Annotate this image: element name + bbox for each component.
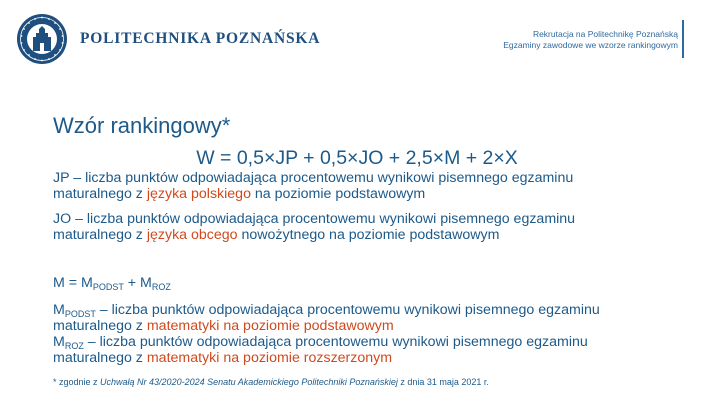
text: z dnia 31 maja 2021 r.: [397, 377, 489, 387]
text: M: [53, 302, 65, 318]
footnote: [53, 377, 489, 387]
definition-jp-line-1: JP – liczba punktów odpowiadająca procentowemu wynikowi pisemnego egzaminu: [53, 170, 574, 186]
subscript: PODST: [64, 309, 96, 319]
text: – liczba punktów odpowiadająca procentowemu wynikowi pisemnego egzaminu: [83, 334, 588, 350]
definition-jp-line-2: [53, 186, 573, 202]
text: maturalnego z: [53, 318, 147, 334]
brand-name: POLITECHNIKA POZNAŃSKA: [80, 30, 321, 47]
text: maturalnego z: [53, 350, 147, 366]
text: * zgodnie z: [53, 377, 101, 387]
definition-mroz: [53, 334, 588, 366]
subscript: ROZ: [64, 341, 84, 351]
text: na poziomie podstawowym: [250, 186, 426, 202]
highlight: matematyki na poziomie rozszerzonym: [146, 350, 393, 366]
definition-mroz-line-2: [53, 350, 588, 366]
definition-jo-line-2: [53, 227, 575, 243]
header-divider: [682, 20, 684, 58]
definition-mpodst: [53, 302, 600, 334]
definition-mroz-line-1: [53, 334, 588, 350]
text: nowożytnego na poziomie podstawowym: [237, 227, 500, 243]
page-title: Wzór rankingowy*: [53, 113, 231, 138]
definition-jo-line-1: JO – liczba punktów odpowiadająca procentowemu wynikowi pisemnego egzaminu: [53, 211, 576, 227]
subscript: PODST: [92, 282, 124, 292]
text: + M: [123, 275, 152, 291]
text: – liczba punktów odpowiadająca procentowemu wynikowi pisemnego egzaminu: [95, 302, 600, 318]
university-seal-icon: [16, 13, 68, 65]
text: maturalnego z: [53, 186, 147, 202]
resolution-reference: Uchwałą Nr 43/2020-2024 Senatu Akademickiego Politechniki Poznańskiej: [100, 377, 398, 387]
header-line-2: Egzaminy zawodowe we wzorze rankingowym: [503, 40, 678, 50]
highlight: matematyki na poziomie podstawowym: [146, 318, 394, 334]
definition-mpodst-line-1: [53, 302, 600, 318]
highlight: języka obcego: [146, 227, 238, 243]
definition-mpodst-line-2: [53, 318, 600, 334]
definition-jp: [53, 170, 573, 202]
definition-jo: [53, 211, 575, 243]
header-subtitle: [503, 29, 678, 51]
subscript: ROZ: [151, 282, 171, 292]
ranking-formula: W = 0,5×JP + 0,5×JO + 2,5×M + 2×X: [196, 147, 518, 169]
text: maturalnego z: [53, 227, 147, 243]
header-line-1: Rekrutacja na Politechnikę Poznańską: [532, 29, 678, 39]
highlight: języka polskiego: [146, 186, 251, 202]
text: M = M: [53, 275, 93, 291]
m-equation: [53, 275, 171, 291]
text: M: [53, 334, 65, 350]
